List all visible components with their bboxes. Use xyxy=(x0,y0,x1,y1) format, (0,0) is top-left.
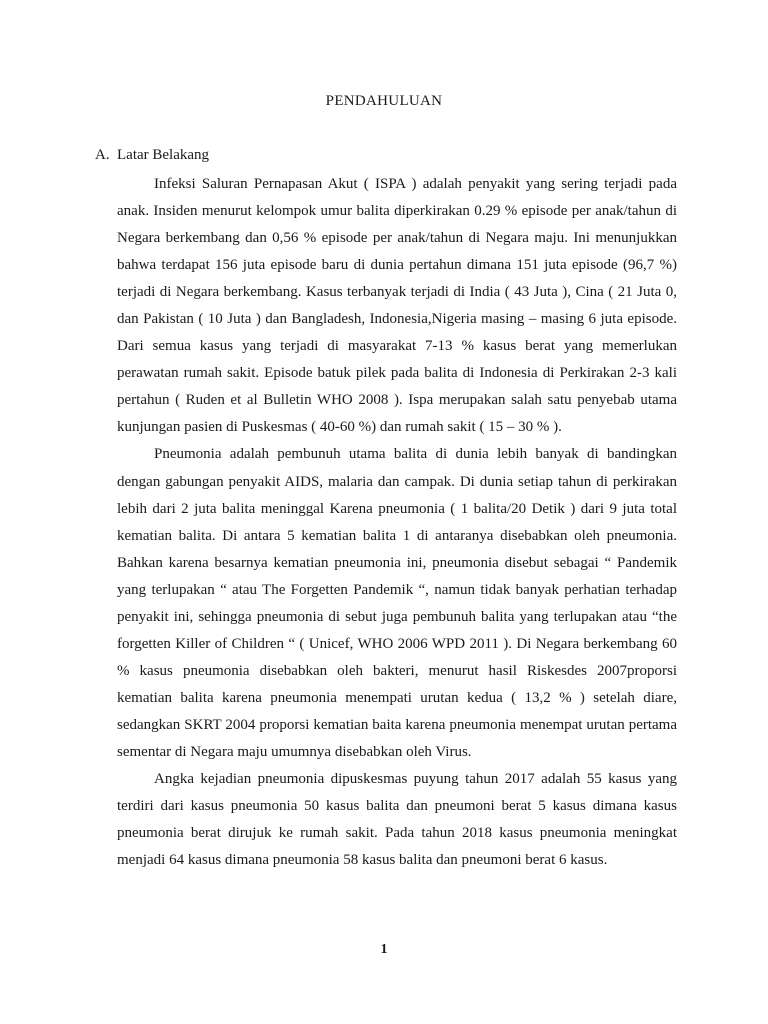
page-title: PENDAHULUAN xyxy=(325,93,443,109)
paragraph-puyung-cases: Angka kejadian pneumonia dipuskesmas puyung tahun 2017 adalah 55 kasus yang terdiri dari kasus pneumonia 50 kasus balita dan pneumoni berat 5 kasus dimana kasus pneumonia berat dirujuk ke rumah sakit. Pada tahun 2018 kasus pneumonia meningkat menjadi 64 kasus dimana pneumonia 58 kasus balita dan pneumoni berat 6 kasus. xyxy=(117,771,677,869)
page-number: 1 xyxy=(380,942,388,957)
section-heading-text: Latar Belakang xyxy=(117,147,210,163)
section-marker: A. xyxy=(95,147,110,163)
paragraph-ispa: Infeksi Saluran Pernapasan Akut ( ISPA ) adalah penyakit yang sering terjadi pada anak. Insiden menurut kelompok umur balita diperkirakan 0.29 % episode per anak/tahun di Negara berkembang dan 0,56 % episode per anak/tahun di Negara maju. Ini menunjukkan bahwa terdapat 156 juta episode baru di dunia pertahun dimana 151 juta episode (96,7 %) terjadi di Negara berkembang. Kasus terbanyak terjadi di India ( 43 Juta ), Cina ( 21 Juta 0, dan Pakistan ( 10 Juta ) dan Bangladesh, Indonesia,Nigeria masing – masing 6 juta episode. Dari semua kasus yang terjadi di masyarakat 7-13 % kasus berat yang memerlukan perawatan rumah sakit. Episode batuk pilek pada balita di Indonesia di Perkirakan 2-3 kali pertahun ( Ruden et al Bulletin WHO 2008 ). Ispa merupakan salah satu penyebab utama kunjungan pasien di Puskesmas ( 40-60 %) dan rumah sakit ( 15 – 30 % ). xyxy=(117,176,677,436)
body-text xyxy=(117,171,677,874)
paragraph-pneumonia: Pneumonia adalah pembunuh utama balita di dunia lebih banyak di bandingkan dengan gabungan penyakit AIDS, malaria dan campak. Di dunia setiap tahun di perkirakan lebih dari 2 juta balita meninggal Karena pneumonia ( 1 balita/20 Detik ) dari 9 juta total kematian balita. Di antara 5 kematian balita 1 di antaranya disebabkan oleh pneumonia. Bahkan karena besarnya kematian pneumonia ini, pneumonia disebut sebagai “ Pandemik yang terlupakan “ atau The Forgetten Pandemik “, namun tidak banyak perhatian terhadap penyakit ini, sehingga pneumonia di sebut juga pembunuh balita yang terlupakan atau “the forgetten Killer of Children “ ( Unicef, WHO 2006 WPD 2011 ). Di Negara berkembang 60 % kasus pneumonia disebabkan oleh bakteri, menurut hasil Riskesdes 2007proporsi kematian balita karena pneumonia menempati urutan kedua ( 13,2 % ) setelah diare, sedangkan SKRT 2004 proporsi kematian baita karena pneumonia menempat urutan pertama sementar di Negara maju umumnya disebabkan oleh Virus. xyxy=(117,446,677,760)
section-heading xyxy=(95,147,209,164)
